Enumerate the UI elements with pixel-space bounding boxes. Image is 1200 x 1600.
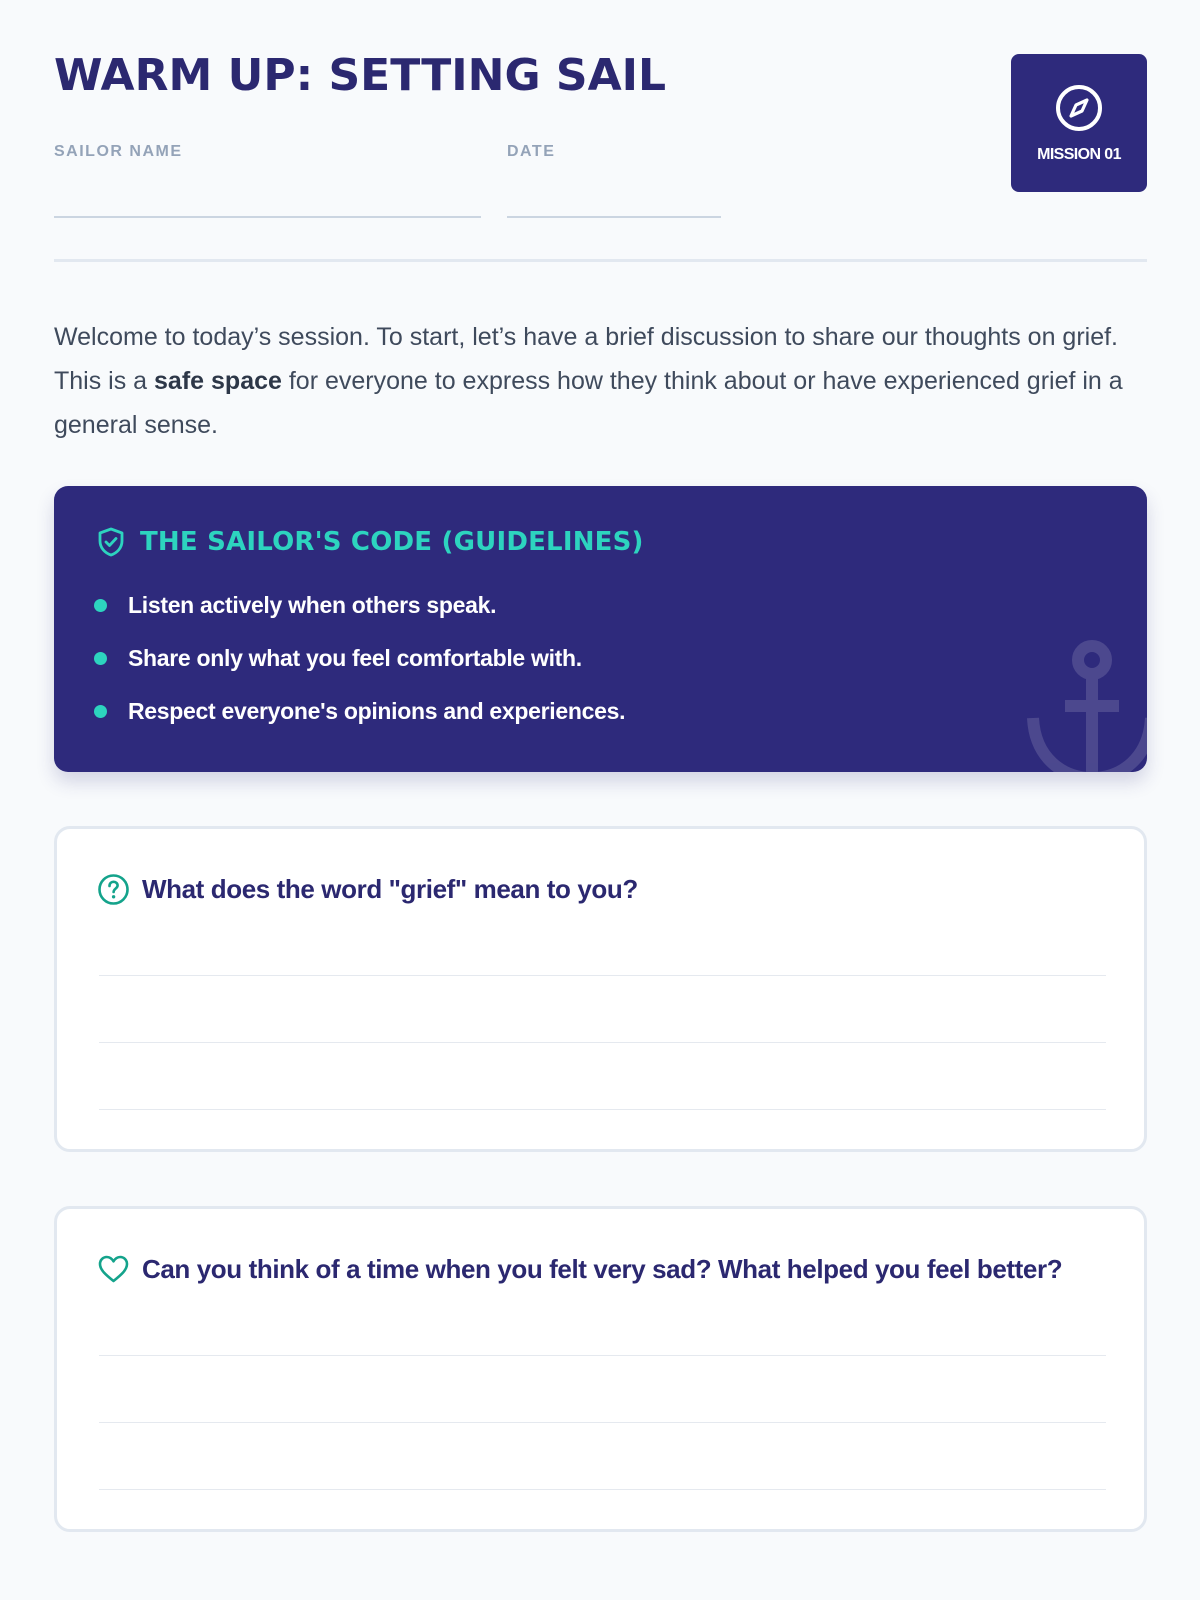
bullet-dot xyxy=(94,705,107,718)
date-label: DATE xyxy=(507,143,556,160)
bullet-dot xyxy=(94,599,107,612)
intro-emphasis: safe space xyxy=(154,367,282,395)
anchor-icon xyxy=(1023,638,1147,772)
guideline-text: Share only what you feel comfortable with. xyxy=(128,645,582,671)
intro-text-end: for everyone to express how they think about or have experienced grief in a general sense. xyxy=(54,367,1123,439)
question-header xyxy=(97,1253,1062,1286)
guideline-item xyxy=(94,698,625,725)
intro-paragraph xyxy=(54,315,1147,447)
guideline-item xyxy=(94,592,496,619)
mission-label: MISSION 01 xyxy=(1037,146,1121,163)
page-title: WARM UP: SETTING SAIL xyxy=(54,50,667,101)
heart-icon xyxy=(97,1253,130,1286)
guidelines-card xyxy=(54,486,1147,772)
guidelines-header xyxy=(96,526,644,558)
bullet-dot xyxy=(94,652,107,665)
guideline-item xyxy=(94,645,582,672)
guideline-text: Respect everyone's opinions and experiences. xyxy=(128,698,626,724)
intro-text-start: Welcome to today’s session. To start, let’s have a brief discussion to share our thoughts on grief. This is a xyxy=(54,323,1119,395)
mission-badge xyxy=(1011,54,1147,192)
guidelines-title: THE SAILOR'S CODE (GUIDELINES) xyxy=(140,527,644,557)
question-card xyxy=(54,1206,1147,1532)
guideline-text: Listen actively when others speak. xyxy=(128,592,497,618)
answer-line[interactable] xyxy=(99,1355,1106,1356)
answer-line[interactable] xyxy=(99,1109,1106,1110)
sailor-name-label: SAILOR NAME xyxy=(54,143,183,160)
sailor-name-field[interactable] xyxy=(54,216,481,218)
date-field[interactable] xyxy=(507,216,721,218)
question-circle-icon xyxy=(97,873,130,906)
question-card xyxy=(54,826,1147,1152)
compass-icon xyxy=(1054,83,1104,133)
answer-line[interactable] xyxy=(99,1422,1106,1423)
question-header xyxy=(97,873,638,906)
worksheet-page xyxy=(54,0,1147,1600)
question-text: Can you think of a time when you felt very sad? What helped you feel better? xyxy=(142,1254,1063,1284)
header-divider xyxy=(54,259,1147,262)
shield-check-icon xyxy=(96,526,126,558)
question-text: What does the word "grief" mean to you? xyxy=(142,874,638,904)
answer-line[interactable] xyxy=(99,975,1106,976)
answer-line[interactable] xyxy=(99,1042,1106,1043)
answer-line[interactable] xyxy=(99,1489,1106,1490)
